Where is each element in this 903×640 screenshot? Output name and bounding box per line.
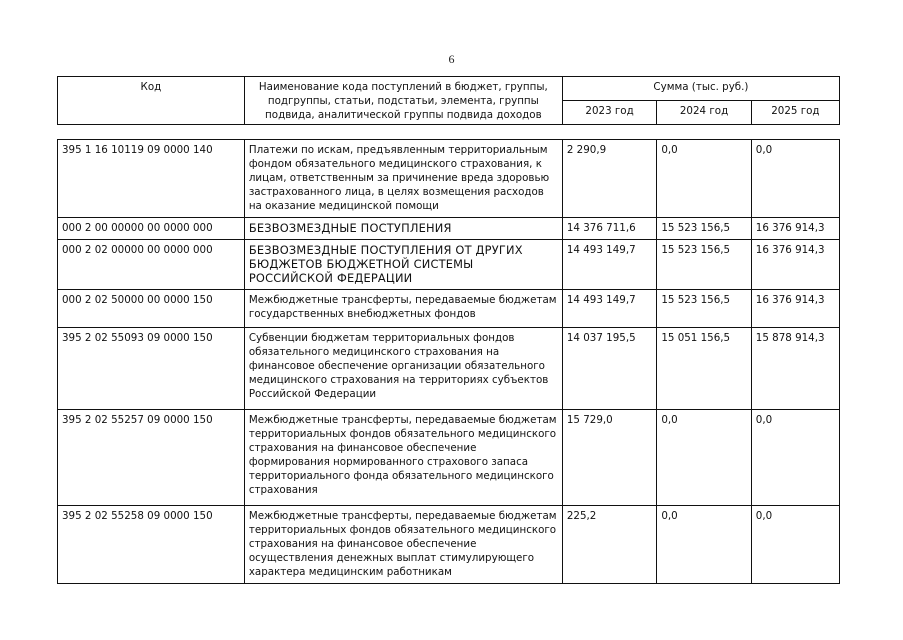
row-value-2024: 0,0 (657, 506, 751, 584)
row-value-2025: 16 376 914,3 (751, 290, 839, 328)
row-code: 000 2 02 50000 00 0000 150 (58, 290, 245, 328)
table-row (58, 218, 840, 240)
table-header-row (58, 77, 840, 101)
row-value-2024: 0,0 (657, 410, 751, 506)
row-code: 395 2 02 55258 09 0000 150 (58, 506, 245, 584)
row-value-2023: 15 729,0 (562, 410, 656, 506)
page-number: 6 (448, 52, 455, 66)
row-value-2025: 0,0 (751, 506, 839, 584)
row-value-2025: 15 878 914,3 (751, 328, 839, 410)
row-value-2023: 14 493 149,7 (562, 290, 656, 328)
row-name: Межбюджетные трансферты, передаваемые бюджетам государственных внебюджетных фондов (244, 290, 562, 328)
revenue-table (57, 76, 840, 584)
row-value-2024: 15 523 156,5 (657, 240, 751, 290)
gap-cell (58, 125, 840, 140)
row-value-2025: 16 376 914,3 (751, 218, 839, 240)
column-header-2025: 2025 год (751, 101, 839, 125)
row-value-2024: 0,0 (657, 140, 751, 218)
row-code: 395 2 02 55257 09 0000 150 (58, 410, 245, 506)
row-code: 000 2 00 00000 00 0000 000 (58, 218, 245, 240)
row-value-2025: 0,0 (751, 140, 839, 218)
table-row (58, 140, 840, 218)
column-header-2023: 2023 год (562, 101, 656, 125)
row-name: БЕЗВОЗМЕЗДНЫЕ ПОСТУПЛЕНИЯ ОТ ДРУГИХ БЮДЖЕТОВ БЮДЖЕТНОЙ СИСТЕМЫ РОССИЙСКОЙ ФЕДЕРАЦИИ (244, 240, 562, 290)
row-name: Межбюджетные трансферты, передаваемые бюджетам территориальных фондов обязательного медицинского страхования на финансовое обеспечение осуществления денежных выплат стимулирующего характера медицинским работникам (244, 506, 562, 584)
row-value-2024: 15 051 156,5 (657, 328, 751, 410)
row-code: 000 2 02 00000 00 0000 000 (58, 240, 245, 290)
row-value-2023: 2 290,9 (562, 140, 656, 218)
row-name: Субвенции бюджетам территориальных фондов обязательного медицинского страхования на финансовое обеспечение организации обязательного медицинского страхования на территориях субъектов Российской Федерации (244, 328, 562, 410)
column-header-code: Код (58, 77, 245, 125)
column-header-sum: Сумма (тыс. руб.) (562, 77, 839, 101)
table-row (58, 328, 840, 410)
row-value-2023: 225,2 (562, 506, 656, 584)
column-header-name: Наименование кода поступлений в бюджет, группы, подгруппы, статьи, подстатьи, элемента, группы подвида, аналитической группы подвида доходов (244, 77, 562, 125)
row-code: 395 2 02 55093 09 0000 150 (58, 328, 245, 410)
row-value-2023: 14 493 149,7 (562, 240, 656, 290)
row-name: БЕЗВОЗМЕЗДНЫЕ ПОСТУПЛЕНИЯ (244, 218, 562, 240)
table-row (58, 506, 840, 584)
row-value-2025: 0,0 (751, 410, 839, 506)
row-value-2024: 15 523 156,5 (657, 218, 751, 240)
table-row (58, 290, 840, 328)
row-name: Платежи по искам, предъявленным территориальным фондом обязательного медицинского страхования, к лицам, ответственным за причинение вреда здоровью застрахованного лица, в целях возмещения расходов на оказание медицинской помощи (244, 140, 562, 218)
row-value-2025: 16 376 914,3 (751, 240, 839, 290)
row-value-2023: 14 037 195,5 (562, 328, 656, 410)
row-code: 395 1 16 10119 09 0000 140 (58, 140, 245, 218)
table-row (58, 410, 840, 506)
row-value-2024: 15 523 156,5 (657, 290, 751, 328)
table-row (58, 240, 840, 290)
row-value-2023: 14 376 711,6 (562, 218, 656, 240)
header-gap (58, 125, 840, 140)
column-header-2024: 2024 год (657, 101, 751, 125)
row-name: Межбюджетные трансферты, передаваемые бюджетам территориальных фондов обязательного медицинского страхования на финансовое обеспечение формирования нормированного страхового запаса территориального фонда обязательного медицинского страхования (244, 410, 562, 506)
